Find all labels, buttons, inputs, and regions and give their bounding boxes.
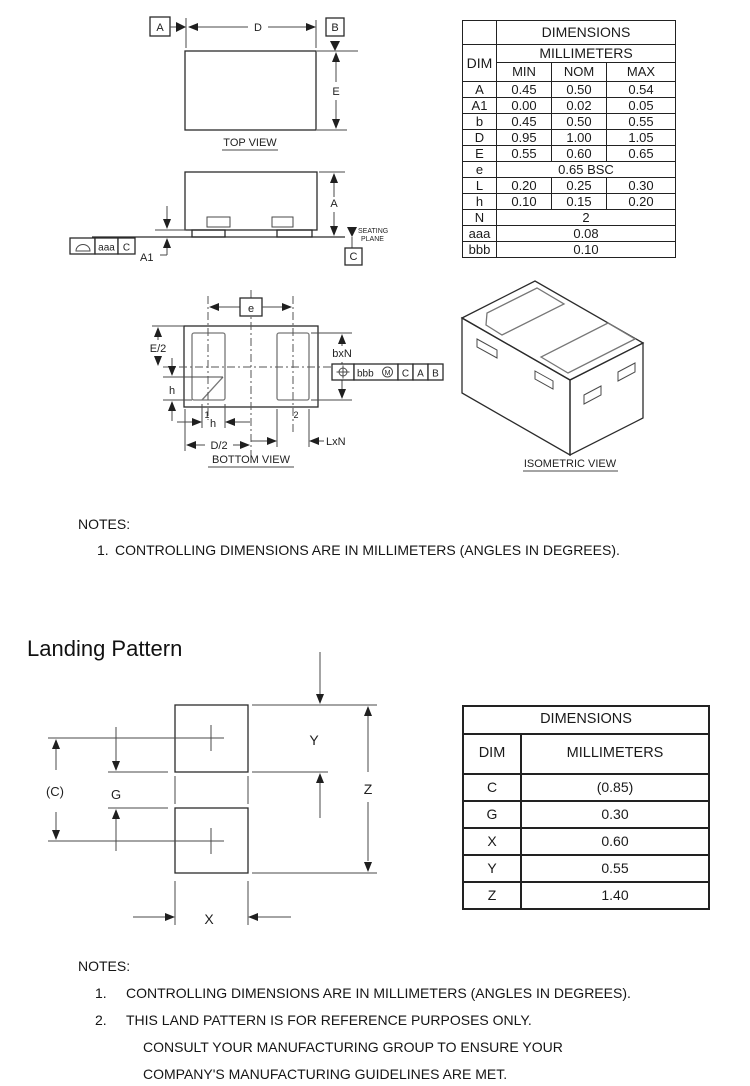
- min-cell: 0.00: [497, 98, 552, 114]
- dim-cell: aaa: [463, 226, 497, 242]
- note-text: THIS LAND PATTERN IS FOR REFERENCE PURPOSES ONLY.: [126, 1012, 532, 1028]
- table-row: [463, 146, 676, 162]
- fcf-tolerance: bbb: [357, 368, 374, 380]
- fcf-datum-2: A: [417, 368, 424, 380]
- dim-col-header: DIM: [463, 45, 497, 82]
- max-cell: 0.55: [607, 114, 676, 130]
- seating-plane-triangle-icon: [347, 227, 357, 237]
- bottom-view: [150, 290, 443, 467]
- nom-cell: 0.25: [552, 178, 607, 194]
- fcf-datum: C: [122, 242, 131, 254]
- table-row: [463, 130, 676, 146]
- table-row: [463, 242, 676, 258]
- top-view: [150, 17, 358, 150]
- nom-cell: 1.00: [552, 130, 607, 146]
- col-header-nom: NOM: [552, 63, 607, 82]
- iso-terminal-mark: [535, 371, 553, 389]
- side-view-fcf: [70, 238, 135, 254]
- note-number: 1.: [95, 985, 107, 1001]
- bottom-view-fcf: [332, 364, 443, 380]
- table-row: [463, 178, 676, 194]
- datum-b-triangle-icon: [330, 41, 340, 51]
- nom-cell: 0.15: [552, 194, 607, 210]
- notes-heading: NOTES:: [78, 958, 131, 974]
- span-value-cell: 0.08: [497, 226, 676, 242]
- min-cell: 0.10: [497, 194, 552, 210]
- dim-l-label: LxN: [326, 436, 346, 448]
- units-header: MILLIMETERS: [497, 45, 676, 63]
- note-continuation: COMPANY'S MANUFACTURING GUIDELINES ARE MET.: [143, 1066, 508, 1082]
- datum-a-label: A: [156, 22, 164, 34]
- table-row: [463, 226, 676, 242]
- dim-x-label: X: [204, 911, 214, 927]
- dim-cell: X: [463, 828, 521, 855]
- package-outline-top: [185, 51, 316, 130]
- dim-cell: G: [463, 801, 521, 828]
- top-view-title: TOP VIEW: [223, 137, 277, 149]
- dim-h-horizontal-label: h: [209, 418, 217, 430]
- nom-cell: 0.50: [552, 82, 607, 98]
- dim-cell: E: [463, 146, 497, 162]
- dim-cell: N: [463, 210, 497, 226]
- isometric-view: [462, 281, 643, 471]
- fcf-datum-3: B: [432, 368, 439, 380]
- iso-top-face: [462, 281, 643, 380]
- max-cell: 0.20: [607, 194, 676, 210]
- dim-cell: h: [463, 194, 497, 210]
- seating-plane-text2: PLANE: [361, 236, 384, 243]
- dim-cell: A1: [463, 98, 497, 114]
- dim-h-vertical-label: h: [168, 385, 176, 397]
- dim-d-label: D: [254, 22, 262, 34]
- table-row: [463, 774, 709, 801]
- dim-b-label: bxN: [332, 348, 352, 360]
- span-value-cell: 2: [497, 210, 676, 226]
- min-cell: 0.20: [497, 178, 552, 194]
- isometric-view-title: ISOMETRIC VIEW: [523, 458, 617, 470]
- dim-cell: bbb: [463, 242, 497, 258]
- iso-terminal-mark: [618, 363, 635, 381]
- iso-left-face: [462, 318, 570, 455]
- value-cell: (0.85): [521, 774, 709, 801]
- package-dimensions-table: [462, 20, 676, 258]
- dim-e2-label: E/2: [149, 343, 167, 355]
- iso-pad-1: [486, 288, 564, 335]
- empty-cell: [463, 21, 497, 45]
- table-title: DIMENSIONS: [463, 706, 709, 734]
- table-title: DIMENSIONS: [497, 21, 676, 45]
- max-cell: 1.05: [607, 130, 676, 146]
- table-row: [463, 801, 709, 828]
- table-row: [463, 210, 676, 226]
- note-continuation: CONSULT YOUR MANUFACTURING GROUP TO ENSURE YOUR: [143, 1039, 563, 1055]
- dim-cell: b: [463, 114, 497, 130]
- dim-col-header: DIM: [463, 734, 521, 774]
- dim-e-label: E: [332, 86, 340, 98]
- min-cell: 0.45: [497, 114, 552, 130]
- max-cell: 0.05: [607, 98, 676, 114]
- dim-cell: D: [463, 130, 497, 146]
- col-header-min: MIN: [497, 63, 552, 82]
- fcf-tolerance: aaa: [98, 242, 115, 254]
- datum-b-label: B: [331, 22, 339, 34]
- pin-2-number: 2: [293, 410, 299, 420]
- landing-pattern-heading: Landing Pattern: [27, 636, 183, 661]
- pin1-chamfer: [202, 377, 223, 400]
- nom-cell: 0.02: [552, 98, 607, 114]
- col-header-max: MAX: [607, 63, 676, 82]
- max-cell: 0.30: [607, 178, 676, 194]
- note-item: [78, 985, 738, 1001]
- note-number: 2.: [95, 1012, 107, 1028]
- note-text: CONTROLLING DIMENSIONS ARE IN MILLIMETERS (ANGLES IN DEGREES).: [115, 542, 620, 558]
- min-cell: 0.95: [497, 130, 552, 146]
- table-row: [463, 855, 709, 882]
- dim-c-label: (C): [45, 784, 65, 799]
- table-row: [463, 162, 676, 178]
- dim-y-label: Y: [309, 732, 319, 748]
- fcf-datum-1: C: [401, 368, 410, 380]
- dim-cell: L: [463, 178, 497, 194]
- dim-g-label: G: [110, 787, 122, 802]
- datum-a-triangle-icon: [176, 22, 186, 32]
- package-notes: [78, 516, 728, 558]
- side-view: [70, 172, 388, 265]
- nom-cell: 0.60: [552, 146, 607, 162]
- landing-pattern-drawing: [46, 652, 377, 927]
- span-value-cell: 0.65 BSC: [497, 162, 676, 178]
- dim-cell: A: [463, 82, 497, 98]
- notes-heading: NOTES:: [78, 516, 131, 532]
- package-outline-side: [185, 172, 317, 230]
- dim-z-label: Z: [363, 781, 373, 797]
- table-row: [463, 114, 676, 130]
- dim-a-label: A: [330, 198, 338, 210]
- iso-terminal-mark: [584, 386, 601, 404]
- note-number: 1.: [97, 542, 109, 558]
- fcf-modifier: M: [384, 369, 391, 377]
- min-cell: 0.55: [497, 146, 552, 162]
- dim-a1-label: A1: [140, 252, 154, 264]
- table-row: [463, 82, 676, 98]
- value-cell: 1.40: [521, 882, 709, 909]
- value-cell: 0.60: [521, 828, 709, 855]
- iso-pad-2: [541, 323, 635, 373]
- min-cell: 0.45: [497, 82, 552, 98]
- pin-1-number: 1: [204, 410, 210, 420]
- span-value-cell: 0.10: [497, 242, 676, 258]
- dim-cell: Z: [463, 882, 521, 909]
- dim-cell: Y: [463, 855, 521, 882]
- table-row: [463, 98, 676, 114]
- value-cell: 0.30: [521, 801, 709, 828]
- dim-cell: e: [463, 162, 497, 178]
- iso-terminal-mark: [477, 339, 497, 358]
- table-row: [463, 882, 709, 909]
- table-row: [463, 828, 709, 855]
- note-item: [78, 1012, 738, 1028]
- max-cell: 0.65: [607, 146, 676, 162]
- landing-notes: [78, 958, 738, 1082]
- seating-plane-text1: SEATING: [358, 228, 389, 235]
- bottom-view-title: BOTTOM VIEW: [211, 454, 291, 466]
- dim-pitch-label: e: [247, 303, 255, 315]
- max-cell: 0.54: [607, 82, 676, 98]
- dim-cell: C: [463, 774, 521, 801]
- units-header: MILLIMETERS: [521, 734, 709, 774]
- iso-right-face: [570, 343, 643, 455]
- table-row: [463, 194, 676, 210]
- dim-d-half-label: D/2: [210, 440, 228, 452]
- nom-cell: 0.50: [552, 114, 607, 130]
- note-text: CONTROLLING DIMENSIONS ARE IN MILLIMETERS (ANGLES IN DEGREES).: [126, 985, 631, 1001]
- datum-c-label: C: [349, 251, 358, 263]
- value-cell: 0.55: [521, 855, 709, 882]
- landing-dimensions-table: [462, 705, 710, 910]
- note-item: [78, 542, 728, 558]
